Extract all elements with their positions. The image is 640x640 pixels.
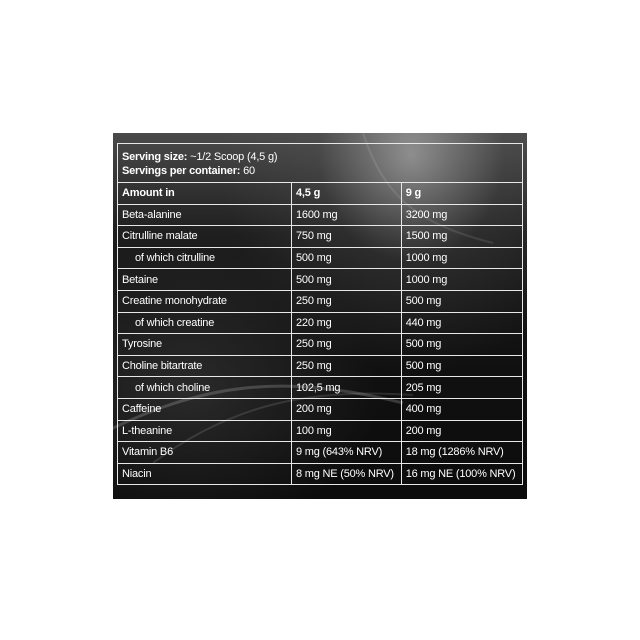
ingredient-name: Niacin — [118, 463, 292, 485]
ingredient-name: Betaine — [118, 269, 292, 291]
table-row — [118, 334, 523, 356]
serving-size-value: ~1/2 Scoop (4,5 g) — [187, 151, 278, 163]
amount-dose-1: 100 mg — [292, 420, 402, 442]
table-row — [118, 420, 523, 442]
amount-dose-1: 250 mg — [292, 355, 402, 377]
table-row — [118, 398, 523, 420]
table-row — [118, 247, 523, 269]
serving-info-cell — [118, 144, 523, 183]
table-row — [118, 442, 523, 464]
amount-dose-1: 1600 mg — [292, 204, 402, 226]
serving-size-label: Serving size: — [122, 151, 188, 163]
amount-dose-1: 250 mg — [292, 290, 402, 312]
table-row — [118, 355, 523, 377]
amount-dose-1: 102,5 mg — [292, 377, 402, 399]
amount-dose-1: 200 mg — [292, 398, 402, 420]
ingredient-name: Creatine monohydrate — [118, 290, 292, 312]
table-row — [118, 269, 523, 291]
ingredient-name: Caffeine — [118, 398, 292, 420]
servings-per-container-value: 60 — [240, 165, 255, 177]
amount-dose-2: 1000 mg — [401, 247, 522, 269]
ingredient-name: of which citrulline — [118, 247, 292, 269]
amount-dose-1: 500 mg — [292, 247, 402, 269]
amount-dose-1: 750 mg — [292, 226, 402, 248]
ingredient-name: of which creatine — [118, 312, 292, 334]
amount-dose-1: 220 mg — [292, 312, 402, 334]
table-row — [118, 226, 523, 248]
servings-per-container-line — [122, 164, 518, 178]
ingredient-name: Citrulline malate — [118, 226, 292, 248]
ingredient-name: Vitamin B6 — [118, 442, 292, 464]
ingredient-name: Choline bitartrate — [118, 355, 292, 377]
amount-dose-2: 200 mg — [401, 420, 522, 442]
supplement-facts-table — [117, 143, 523, 485]
ingredient-name: L-theanine — [118, 420, 292, 442]
nutrition-facts-panel — [113, 133, 527, 499]
amount-dose-1: 500 mg — [292, 269, 402, 291]
amount-dose-2: 1500 mg — [401, 226, 522, 248]
column-header-dose-2: 9 g — [401, 183, 522, 205]
amount-dose-2: 500 mg — [401, 355, 522, 377]
table-row — [118, 312, 523, 334]
table-row — [118, 377, 523, 399]
amount-dose-2: 205 mg — [401, 377, 522, 399]
amount-dose-2: 1000 mg — [401, 269, 522, 291]
table-row — [118, 290, 523, 312]
amount-dose-2: 500 mg — [401, 334, 522, 356]
ingredient-name: Beta-alanine — [118, 204, 292, 226]
column-header-amount: Amount in — [118, 183, 292, 205]
amount-dose-2: 3200 mg — [401, 204, 522, 226]
serving-size-line — [122, 150, 518, 164]
amount-dose-2: 500 mg — [401, 290, 522, 312]
amount-dose-1: 8 mg NE (50% NRV) — [292, 463, 402, 485]
ingredient-name: of which choline — [118, 377, 292, 399]
amount-dose-1: 9 mg (643% NRV) — [292, 442, 402, 464]
amount-dose-1: 250 mg — [292, 334, 402, 356]
table-row — [118, 204, 523, 226]
column-header-dose-1: 4,5 g — [292, 183, 402, 205]
servings-per-container-label: Servings per container: — [122, 165, 241, 177]
amount-dose-2: 400 mg — [401, 398, 522, 420]
amount-dose-2: 18 mg (1286% NRV) — [401, 442, 522, 464]
amount-dose-2: 16 mg NE (100% NRV) — [401, 463, 522, 485]
amount-dose-2: 440 mg — [401, 312, 522, 334]
table-row — [118, 463, 523, 485]
ingredient-name: Tyrosine — [118, 334, 292, 356]
serving-info-row — [118, 144, 523, 183]
table-header-row — [118, 183, 523, 205]
